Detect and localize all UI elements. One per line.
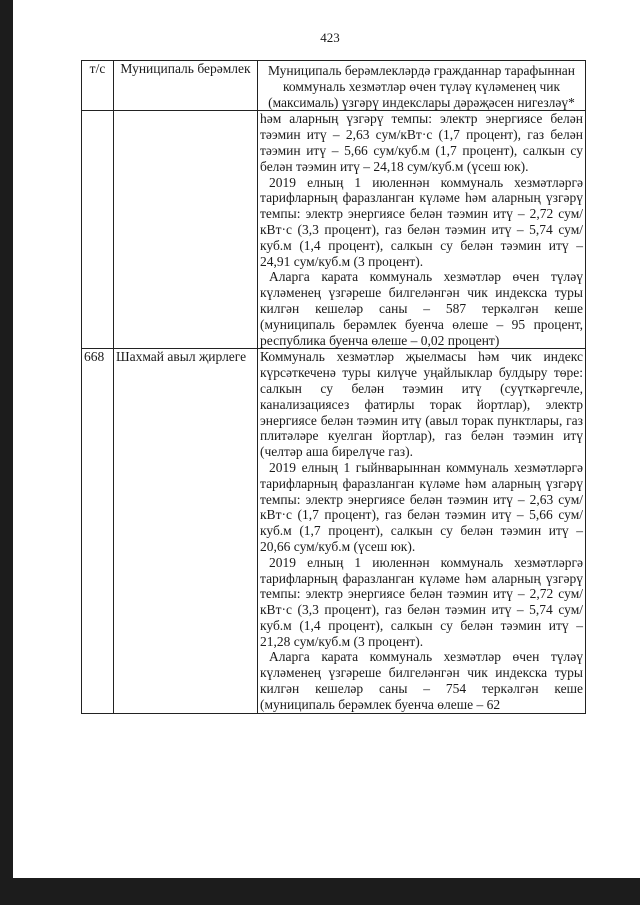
row-paragraph: Аларга карата коммуналь хезмәтләр өчен түләү күләменең үзгәреше билгеләнгән чик индекска туры килгән кешеләр саны – 587 теркәлгән кеше (муниципаль берәмлек буенча өлеше – 95 процент, республика буенча өлеше – 0,02 процент) [260, 269, 583, 348]
row-justification [258, 111, 586, 349]
table-row [82, 111, 586, 349]
scan-bottom-edge [13, 878, 640, 905]
table-header-row [82, 61, 586, 111]
row-paragraph: Коммуналь хезмәтләр җыелмасы һәм чик индекс күрсәткеченә туры килүче уңайлыклар булдыру төре: салкын су белән тәэмин итү (суүткәргечле, канализациясез фатирлы торак йортлар), электр энергиясе белән тәэмин итү (авыл торак пунктлары, газ плитәләре куелган йортлар), газ белән тәэмин итү (челтәр аша бирелүче газ). [260, 349, 583, 460]
row-paragraph: һәм аларның үзгәрү темпы: электр энергиясе белән тәэмин итү – 2,63 сум/кВт·с (1,7 процент), газ белән тәэмин итү – 5,66 сум/куб.м (1,7 процент), салкын су белән тәэмин итү – 24,18 сум/куб.м (үсеш юк). [260, 111, 583, 174]
table-row [82, 349, 586, 713]
header-justification: Муниципаль берәмлекләрдә гражданнар тарафыннан коммуналь хезмәтләр өчен түләү күләменең чик (максималь) үзгәрү индекслары дәрәҗәсен нигезләү* [258, 61, 586, 111]
tariff-table [81, 60, 586, 714]
row-paragraph: Аларга карата коммуналь хезмәтләр өчен түләү күләменең үзгәреше билгеләнгән чик индекска туры килгән кешеләр саны – 754 теркәлгән кеше (муниципаль берәмлек буенча өлеше – 62 [260, 649, 583, 712]
row-municipality: Шахмай авыл җирлеге [114, 349, 258, 713]
header-municipality: Муниципаль берәмлек [114, 61, 258, 111]
row-paragraph: 2019 елның 1 июленнән коммуналь хезмәтләргә тарифларның фаразланган күләме һәм аларның үзгәрү темпы: электр энергиясе белән тәэмин итү – 2,72 сум/кВт·с (3,3 процент), газ белән тәэмин итү – 5,74 сум/куб.м (1,4 процент), салкын су белән тәэмин итү – 21,28 сум/куб.м (3 процент). [260, 554, 583, 649]
scan-left-edge [0, 0, 13, 905]
row-number: 668 [82, 349, 114, 713]
row-paragraph: 2019 елның 1 июленнән коммуналь хезмәтләргә тарифларның фаразланган күләме һәм аларның үзгәрү темпы: электр энергиясе белән тәэмин итү – 2,72 сум/кВт·с (3,3 процент), газ белән тәэмин итү – 5,74 сум/куб.м (1,4 процент), салкын су белән тәэмин итү – 24,91 сум/куб.м (3 процент). [260, 174, 583, 269]
header-number: т/с [82, 61, 114, 111]
row-justification [258, 349, 586, 713]
row-paragraph: 2019 елның 1 гыйнварыннан коммуналь хезмәтләргә тарифларның фаразланган күләме һәм аларның үзгәрү темпы: электр энергиясе белән тәэмин итү – 2,63 сум/кВт·с (1,7 процент), газ белән тәэмин итү – 5,66 сум/куб.м (1,7 процент), салкын су белән тәэмин итү – 20,66 сум/куб.м (үсеш юк). [260, 459, 583, 554]
row-number [82, 111, 114, 349]
row-municipality [114, 111, 258, 349]
page-number: 423 [320, 30, 340, 45]
